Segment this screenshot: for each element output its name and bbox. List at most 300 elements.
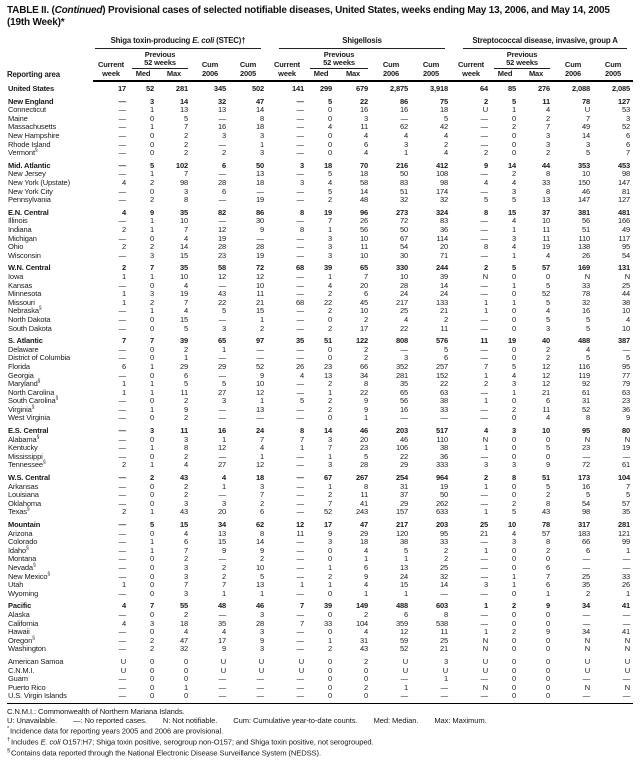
value-cell: 381 xyxy=(577,207,591,217)
reporting-area-cell: Pacific xyxy=(8,601,32,611)
value-cell: 104 xyxy=(617,473,631,483)
table-row xyxy=(7,307,633,316)
value-cell: 20 xyxy=(439,242,449,252)
value-cell: — xyxy=(118,96,126,106)
value-cell: 276 xyxy=(537,84,551,94)
value-cell: 2 xyxy=(259,554,265,564)
value-cell: — xyxy=(582,674,591,684)
table-row xyxy=(7,226,633,235)
value-cell: N xyxy=(482,271,489,281)
value-cell: — xyxy=(296,344,305,354)
reporting-area-cell: Arkansas xyxy=(8,481,39,491)
value-cell: 4 xyxy=(183,306,188,316)
value-cell: 32 xyxy=(439,571,449,581)
table-row xyxy=(7,346,633,355)
value-cell: 149 xyxy=(355,601,369,611)
value-cell: 37 xyxy=(541,207,551,217)
value-cell: 12 xyxy=(217,443,226,453)
value-cell: 3 xyxy=(512,186,517,196)
value-cell: 61 xyxy=(581,387,591,397)
value-cell: 7 xyxy=(546,122,551,132)
value-cell: U xyxy=(482,656,489,666)
value-cell: 3 xyxy=(444,656,449,666)
value-cell: 1 xyxy=(183,682,188,692)
value-cell: — xyxy=(218,404,226,414)
value-cell: 2 xyxy=(512,627,517,637)
value-cell: 4 xyxy=(221,473,226,483)
value-cell: 11 xyxy=(440,323,449,333)
value-cell: U xyxy=(584,665,591,675)
reporting-area-cell: Guam xyxy=(8,674,28,684)
value-cell: 1 xyxy=(327,387,333,397)
value-cell: 2 xyxy=(149,644,154,654)
reporting-area-cell: South Dakota xyxy=(8,323,52,333)
value-cell: 18 xyxy=(255,473,265,483)
value-cell: 0 xyxy=(327,139,333,149)
current-label: Current xyxy=(97,59,125,69)
value-cell: — xyxy=(582,562,591,572)
value-cell: 29 xyxy=(179,361,188,371)
value-cell: 9 xyxy=(327,528,333,538)
value-cell: 96 xyxy=(359,207,369,217)
value-cell: 57 xyxy=(622,498,631,508)
value-cell: 19 xyxy=(255,250,265,260)
value-cell: 50 xyxy=(399,169,409,179)
value-cell: 8 xyxy=(586,413,591,423)
value-cell: 58 xyxy=(359,178,369,188)
value-cell: — xyxy=(296,289,305,299)
med-label: Med xyxy=(129,69,157,81)
value-cell: 1 xyxy=(484,481,489,491)
value-cell: 22 xyxy=(439,379,449,389)
reporting-area-cell: California xyxy=(8,618,39,628)
value-cell: — xyxy=(229,692,267,703)
value-cell: U xyxy=(584,656,591,666)
previous-label: Previous xyxy=(323,49,355,59)
value-cell: 3 xyxy=(512,460,517,470)
value-cell: 78 xyxy=(541,520,551,529)
value-cell: 9 xyxy=(183,404,188,414)
value-cell: 39 xyxy=(439,271,449,281)
value-cell: 9 xyxy=(259,225,265,234)
value-cell: 14 xyxy=(439,580,449,590)
table-row xyxy=(7,299,633,308)
value-cell: — xyxy=(118,571,126,581)
table-row xyxy=(7,389,633,398)
value-cell: 2 xyxy=(149,473,154,483)
value-cell: 0 xyxy=(327,674,333,684)
value-cell: 0 xyxy=(149,434,154,444)
value-cell: 38 xyxy=(399,537,409,547)
weeks52-label: 52 weeks xyxy=(491,59,553,70)
value-cell: 4 xyxy=(363,131,369,141)
value-cell: — xyxy=(296,271,305,281)
value-cell: 34 xyxy=(217,520,226,529)
value-cell: 32 xyxy=(439,195,449,205)
value-cell: — xyxy=(296,451,305,461)
reporting-area-cell: Alabama§ xyxy=(8,434,40,444)
value-cell: 11 xyxy=(542,233,551,243)
value-cell: 10 xyxy=(179,216,188,226)
value-cell: 22 xyxy=(323,297,333,307)
value-cell: — xyxy=(296,473,305,483)
reporting-area-cell: U.S. Virgin Islands xyxy=(7,692,93,703)
value-cell: 11 xyxy=(360,122,369,132)
value-cell: 2 xyxy=(444,545,449,555)
value-cell: 4 xyxy=(403,314,409,324)
value-cell: 0 xyxy=(149,562,154,572)
value-cell: 38 xyxy=(622,297,631,307)
value-cell: 5 xyxy=(403,545,409,555)
weeks52-label: 52 weeks xyxy=(307,59,371,70)
value-cell: — xyxy=(480,387,489,397)
value-cell: 40 xyxy=(541,336,551,346)
value-cell: U xyxy=(120,665,126,675)
value-cell: 1 xyxy=(327,580,333,590)
value-cell: 133 xyxy=(435,297,449,307)
table-row xyxy=(7,598,633,611)
table-row xyxy=(7,149,633,158)
value-cell: — xyxy=(118,314,126,324)
value-cell: — xyxy=(118,426,126,436)
value-cell: 1 xyxy=(512,225,517,234)
value-cell: 3 xyxy=(546,139,551,149)
value-cell: 67 xyxy=(399,233,409,243)
reporting-area-cell: Kentucky xyxy=(8,443,38,453)
value-cell: 2 xyxy=(363,609,369,619)
value-cell: 2 xyxy=(183,609,188,619)
value-cell: — xyxy=(256,344,265,354)
value-cell: 108 xyxy=(435,169,449,179)
value-cell: 49 xyxy=(581,122,591,132)
value-cell: 46 xyxy=(255,601,265,611)
value-cell: — xyxy=(118,520,126,529)
value-cell: 0 xyxy=(327,588,333,598)
value-cell: 345 xyxy=(213,84,226,94)
value-cell: 54 xyxy=(581,498,591,508)
value-cell: 6 xyxy=(259,507,265,517)
value-cell: 808 xyxy=(395,336,409,346)
value-cell: 29 xyxy=(399,460,409,470)
value-cell: 44 xyxy=(622,289,631,299)
value-cell: U xyxy=(584,105,591,115)
value-cell: — xyxy=(118,413,126,423)
value-cell: — xyxy=(296,131,305,141)
value-cell: 1 xyxy=(149,361,154,371)
value-cell: 0 xyxy=(512,588,517,598)
value-cell: 359 xyxy=(395,618,409,628)
value-cell: 5 xyxy=(626,353,631,363)
value-cell: 29 xyxy=(399,498,409,508)
value-cell: 0 xyxy=(512,490,517,500)
value-cell: 12 xyxy=(255,271,265,281)
value-cell: 10 xyxy=(541,216,551,226)
value-cell: 34 xyxy=(581,601,591,611)
value-cell: 6 xyxy=(363,139,369,149)
value-cell: 11 xyxy=(542,404,551,414)
value-cell: 4 xyxy=(221,627,226,637)
value-cell: 5 xyxy=(444,344,449,354)
value-cell: 11 xyxy=(180,387,188,397)
value-cell: 0 xyxy=(327,148,333,158)
value-cell: 0 xyxy=(149,665,154,675)
value-cell: 1 xyxy=(259,314,265,324)
value-cell: — xyxy=(480,113,489,123)
value-cell: 3 xyxy=(149,426,154,436)
value-cell: 1 xyxy=(626,588,631,598)
value-cell: 3 xyxy=(221,396,226,406)
value-cell: 7 xyxy=(327,216,333,226)
notifiable-diseases-table xyxy=(7,37,633,704)
value-cell: 257 xyxy=(435,361,449,371)
table-row xyxy=(7,196,633,205)
value-cell: — xyxy=(118,443,126,453)
value-cell: 17 xyxy=(359,323,369,333)
value-cell: — xyxy=(480,571,489,581)
value-cell: — xyxy=(118,233,126,243)
value-cell: 5 xyxy=(546,314,551,324)
value-cell: 7 xyxy=(299,618,305,628)
table-row xyxy=(7,517,633,530)
value-cell: — xyxy=(296,242,305,252)
value-cell: 9 xyxy=(259,545,265,555)
table-row xyxy=(7,470,633,483)
value-cell: 4 xyxy=(327,280,333,290)
value-cell: 1 xyxy=(512,387,517,397)
value-cell: 317 xyxy=(577,520,591,529)
value-cell: 14 xyxy=(581,131,591,141)
value-cell: 3 xyxy=(149,618,154,628)
value-cell: 2 xyxy=(484,379,489,389)
value-cell: 3 xyxy=(183,186,188,196)
value-cell: 5 xyxy=(221,379,226,389)
value-cell: 0 xyxy=(327,545,333,555)
value-cell: 11 xyxy=(480,336,489,346)
value-cell: 29 xyxy=(217,361,226,371)
value-cell: 68 xyxy=(295,297,305,307)
value-cell: 54 xyxy=(622,250,631,260)
table-row xyxy=(7,115,633,124)
table-row xyxy=(7,325,633,334)
value-cell: 2 xyxy=(546,113,551,123)
value-cell: 1 xyxy=(484,601,489,611)
value-cell: 2 xyxy=(546,353,551,363)
value-cell: 0 xyxy=(512,554,517,564)
value-cell: 1 xyxy=(363,413,369,423)
value-cell: — xyxy=(118,323,126,333)
reporting-area-cell: Oklahoma xyxy=(8,498,41,508)
value-cell: — xyxy=(296,460,305,470)
value-cell: 8 xyxy=(484,207,489,217)
value-cell: 36 xyxy=(439,451,449,461)
value-cell: 1 xyxy=(149,545,154,555)
value-cell: — xyxy=(480,588,489,598)
value-cell: — xyxy=(118,344,126,354)
value-cell: 11 xyxy=(542,96,551,106)
value-cell: — xyxy=(218,314,226,324)
value-cell: 0 xyxy=(512,545,517,555)
value-cell: — xyxy=(296,169,305,179)
reporting-area-cell: Delaware xyxy=(8,344,39,354)
value-cell: 62 xyxy=(255,520,265,529)
value-cell: 2 xyxy=(512,122,517,132)
value-cell: — xyxy=(296,682,305,692)
value-cell: 62 xyxy=(399,122,409,132)
value-cell: 1 xyxy=(403,588,409,598)
value-cell: 353 xyxy=(577,160,591,170)
value-cell: 16 xyxy=(399,404,409,414)
value-cell: 8 xyxy=(363,379,369,389)
value-cell: 1 xyxy=(149,105,154,115)
value-cell: 31 xyxy=(399,481,409,491)
value-cell: 56 xyxy=(399,396,409,406)
value-cell: — xyxy=(296,216,305,226)
value-cell: 8 xyxy=(546,498,551,508)
value-cell: — xyxy=(296,96,305,106)
reporting-area-cell: New Mexico§ xyxy=(8,571,50,581)
value-cell: 4 xyxy=(444,148,449,158)
value-cell: 19 xyxy=(217,233,226,243)
value-cell: 0 xyxy=(512,618,517,628)
value-cell: — xyxy=(480,490,489,500)
value-cell: N xyxy=(624,434,631,444)
value-cell: — xyxy=(118,609,126,619)
value-cell: — xyxy=(480,314,489,324)
value-cell: 92 xyxy=(581,379,591,389)
value-cell: 6 xyxy=(444,353,449,363)
value-cell: — xyxy=(118,528,126,538)
value-cell: — xyxy=(118,148,126,158)
table-row xyxy=(7,436,633,445)
value-cell: 1 xyxy=(221,588,226,598)
value-cell: 52 xyxy=(399,644,409,654)
value-cell: — xyxy=(296,139,305,149)
value-cell: 3 xyxy=(221,131,226,141)
subheader-row-top xyxy=(7,59,633,70)
value-cell: N xyxy=(482,644,489,654)
value-cell: 52 xyxy=(622,122,631,132)
value-cell: 0 xyxy=(149,370,154,380)
value-cell: 5 xyxy=(512,507,517,517)
value-cell: 5 xyxy=(512,361,517,371)
value-cell: 9 xyxy=(221,545,226,555)
value-cell: 141 xyxy=(291,84,305,94)
value-cell: — xyxy=(622,618,631,628)
value-cell: 0 xyxy=(149,113,154,123)
value-cell: — xyxy=(411,692,451,703)
value-cell: — xyxy=(582,618,591,628)
value-cell: 2 xyxy=(183,148,188,158)
table-row xyxy=(7,611,633,620)
table-row xyxy=(7,675,633,684)
reporting-area-cell: Puerto Rico xyxy=(8,682,46,692)
reporting-area-cell: Virginia§ xyxy=(8,404,35,414)
value-cell: 8 xyxy=(259,528,265,538)
reporting-area-cell: Oregon§ xyxy=(8,635,35,645)
value-cell: 412 xyxy=(435,160,449,170)
value-cell: 5 xyxy=(586,353,591,363)
value-cell: 11 xyxy=(360,242,369,252)
value-cell: 0 xyxy=(149,481,154,491)
value-cell: 0 xyxy=(183,674,188,684)
value-cell: 7 xyxy=(626,148,631,158)
value-cell: 6 xyxy=(546,580,551,590)
value-cell: 34 xyxy=(359,370,369,380)
value-cell: 0 xyxy=(335,692,371,703)
value-cell: 4 xyxy=(512,242,517,252)
value-cell: 95 xyxy=(581,426,591,436)
value-cell: 9 xyxy=(363,396,369,406)
value-cell: 6 xyxy=(586,545,591,555)
value-cell: — xyxy=(118,280,126,290)
value-cell: — xyxy=(118,451,126,461)
subheader-row-bottom xyxy=(7,69,633,81)
value-cell: 217 xyxy=(395,297,409,307)
value-cell: — xyxy=(480,216,489,226)
value-cell: 5 xyxy=(512,263,517,273)
value-cell: N xyxy=(482,635,489,645)
value-cell: 120 xyxy=(395,528,409,538)
value-cell: 0 xyxy=(512,139,517,149)
value-cell: N xyxy=(584,635,591,645)
value-cell: — xyxy=(296,148,305,158)
value-cell: 4 xyxy=(586,344,591,354)
value-cell: 48 xyxy=(359,195,369,205)
value-cell: 33 xyxy=(622,571,631,581)
table-row xyxy=(7,235,633,244)
value-cell: 262 xyxy=(435,498,449,508)
value-cell: 4 xyxy=(259,443,265,453)
value-cell: 0 xyxy=(546,674,551,684)
value-cell: — xyxy=(582,451,591,461)
footnote-cnmi: C.N.M.I.: Commonwealth of Northern Mariana Islands. xyxy=(7,706,185,716)
value-cell: 2 xyxy=(221,571,226,581)
value-cell: 4 xyxy=(363,148,369,158)
value-cell: 14 xyxy=(179,96,188,106)
value-cell: 4 xyxy=(183,627,188,637)
value-cell: 13 xyxy=(399,562,409,572)
value-cell: 0 xyxy=(546,635,551,645)
value-cell: 35 xyxy=(295,336,305,346)
value-cell: 0 xyxy=(307,692,335,703)
value-cell: 14 xyxy=(323,426,333,436)
value-cell: — xyxy=(256,674,265,684)
value-cell: — xyxy=(622,562,631,572)
reporting-area-cell: Pennsylvania xyxy=(8,195,51,205)
value-cell: 8 xyxy=(363,481,369,491)
value-cell: — xyxy=(451,692,491,703)
value-cell: 19 xyxy=(255,195,265,205)
value-cell: 1 xyxy=(149,271,154,281)
value-cell: 2 xyxy=(512,169,517,179)
footnote-star: *Incidence data for reporting years 2005 and 2006 are provisional. xyxy=(7,726,224,736)
value-cell: 12 xyxy=(217,225,226,234)
value-cell: 110 xyxy=(436,434,449,444)
value-cell: 0 xyxy=(327,113,333,123)
table-row xyxy=(7,564,633,573)
value-cell: 1 xyxy=(121,297,126,307)
value-cell: N xyxy=(584,644,591,654)
current-label: Current xyxy=(458,59,485,69)
value-cell: — xyxy=(118,122,126,132)
value-cell: 4 xyxy=(444,131,449,141)
value-cell: — xyxy=(296,507,305,517)
value-cell: 13 xyxy=(255,404,265,414)
year2006-label: 2006 xyxy=(371,69,411,81)
value-cell: — xyxy=(480,404,489,414)
value-cell: 0 xyxy=(149,314,154,324)
value-cell: 54 xyxy=(399,242,409,252)
